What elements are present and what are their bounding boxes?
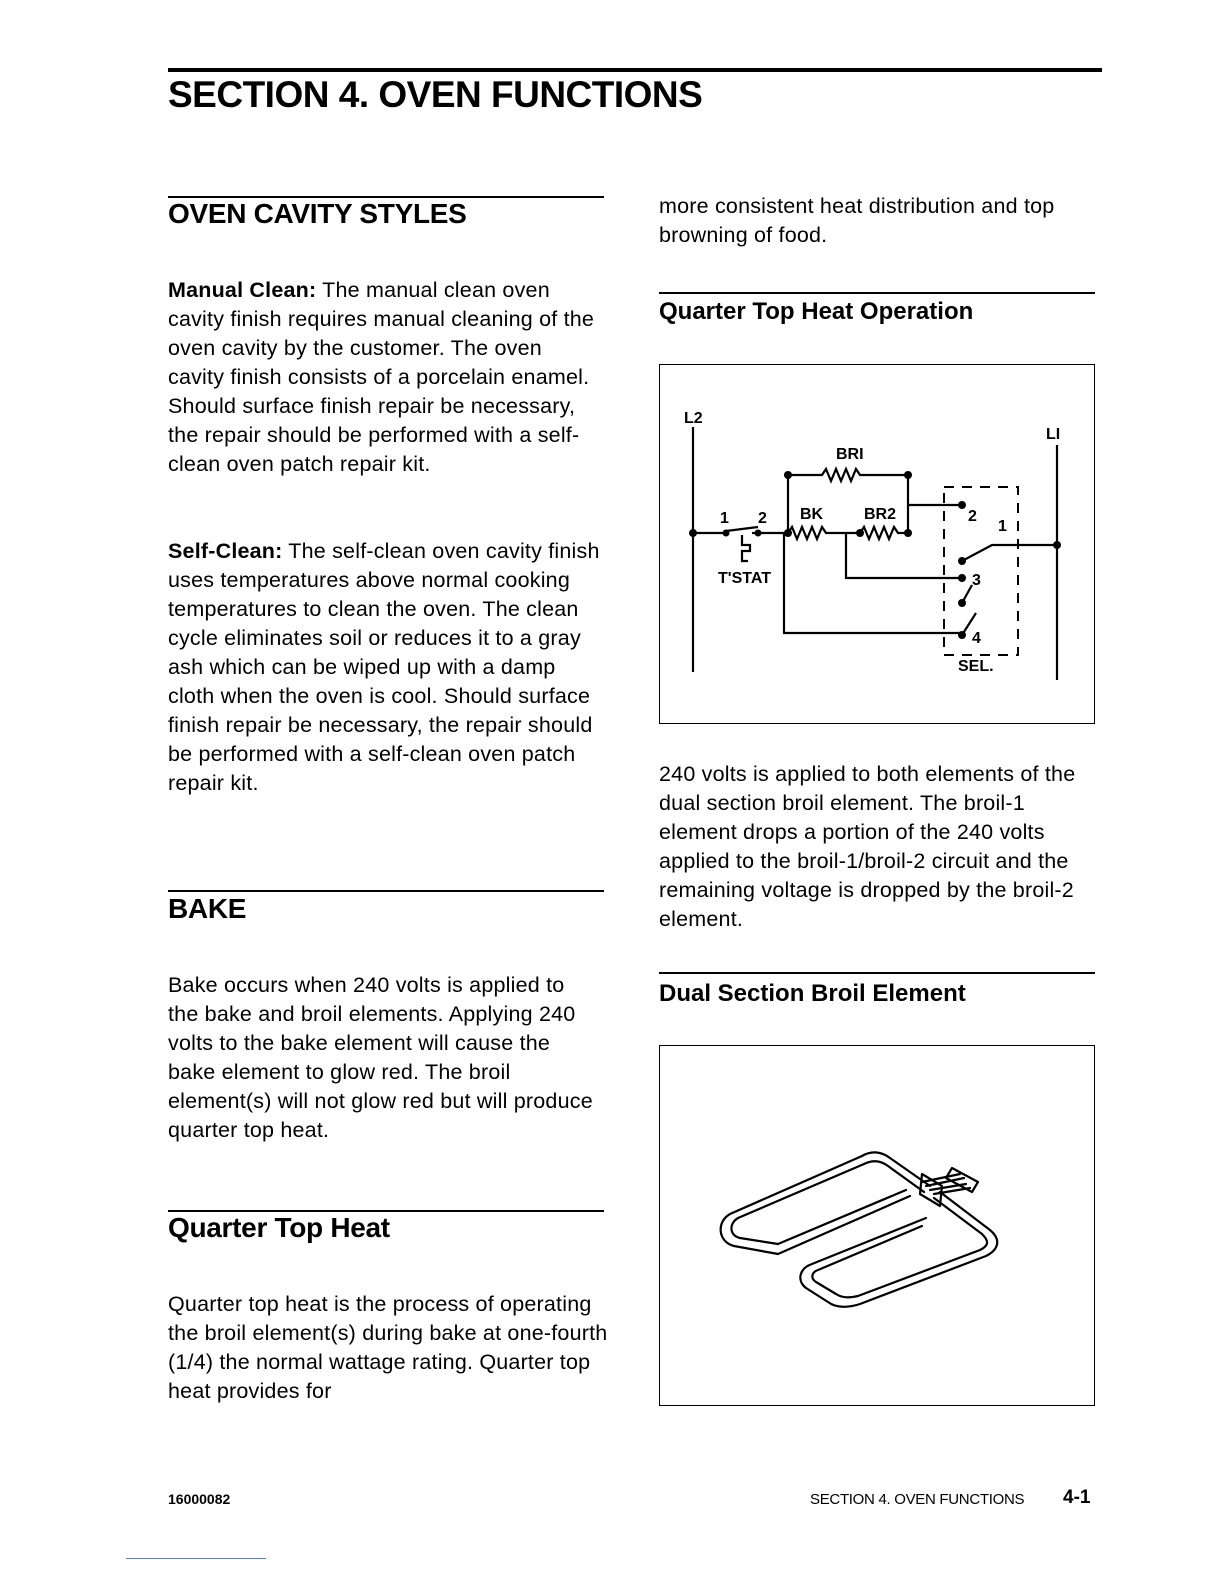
footer-section: SECTION 4. OVEN FUNCTIONS [810,1491,1025,1508]
label-bri: BRI [836,446,864,463]
self-clean-text: The self-clean oven cavity finish uses temperatures above normal cooking temperatures to clean the oven. The clean cycle eliminates soil or reduces it to a gray ash which can be wiped up with a damp cloth when the oven is cool. Should surface finish repair be necessary, the repair should be performed with a self-clean oven patch repair kit. [168,539,600,795]
quarter-top-heat-paragraph: Quarter top heat is the process of operating the broil element(s) during bake at one-fourth (1/4) the normal wattage rating. Quarter top heat provides for [168,1292,608,1403]
manual-clean-paragraph [168,276,604,479]
circuit-diagram [660,365,1094,723]
label-tstat: T'STAT [718,570,771,587]
self-clean-lead: Self-Clean: [168,539,283,563]
label-br2: BR2 [864,506,897,523]
broil-element-frame [659,1045,1095,1406]
label-sel-2: 2 [968,508,977,525]
doc-number: 16000082 [168,1491,231,1507]
oven-cavity-heading: OVEN CAVITY STYLES [168,198,467,229]
label-tstat-1: 1 [720,510,729,527]
title-rule [168,68,1102,72]
label-tstat-2: 2 [758,510,767,527]
bake-rule [168,890,604,892]
manual-clean-lead: Manual Clean: [168,278,317,302]
manual-clean-text: The manual clean oven cavity finish requires manual cleaning of the oven cavity by the customer. The oven cavity finish consists of a porcelain enamel. Should surface finish repair be necessary, the repair should be performed with a self-clean oven patch repair kit. [168,278,595,476]
self-clean-paragraph [168,537,608,798]
quarter-top-heat-continued: more consistent heat distribution and top browning of food. [659,194,1055,247]
operation-paragraph: 240 volts is applied to both elements of the dual section broil element. The broil-1 element drops a portion of the 240 volts applied to the broil-1/broil-2 circuit and the remaining voltage is dropped by the broil-2 element. [659,762,1076,931]
broil-element-illustration [660,1046,1094,1405]
bottom-accent-line [126,1558,266,1559]
label-sel-1: 1 [998,518,1007,535]
bake-paragraph: Bake occurs when 240 volts is applied to the bake and broil elements. Applying 240 volts to the bake element will cause the bake element to glow red. The broil element(s) will not glow red but will produce quarter top heat. [168,973,593,1142]
dual-section-rule [659,972,1095,974]
label-l1: LI [1046,426,1061,443]
page-title: SECTION 4. OVEN FUNCTIONS [168,74,703,115]
label-bk: BK [800,506,824,523]
label-l2: L2 [684,410,703,427]
circuit-diagram-frame [659,364,1095,724]
label-sel-4: 4 [972,630,981,647]
dual-section-heading: Dual Section Broil Element [659,980,966,1007]
label-sel: SEL. [958,658,994,675]
operation-rule [659,292,1095,294]
bake-heading: BAKE [168,893,247,924]
operation-heading: Quarter Top Heat Operation [659,298,974,325]
page-number: 4-1 [1063,1487,1091,1508]
quarter-top-heat-heading: Quarter Top Heat [168,1212,390,1243]
label-sel-3: 3 [972,572,981,589]
